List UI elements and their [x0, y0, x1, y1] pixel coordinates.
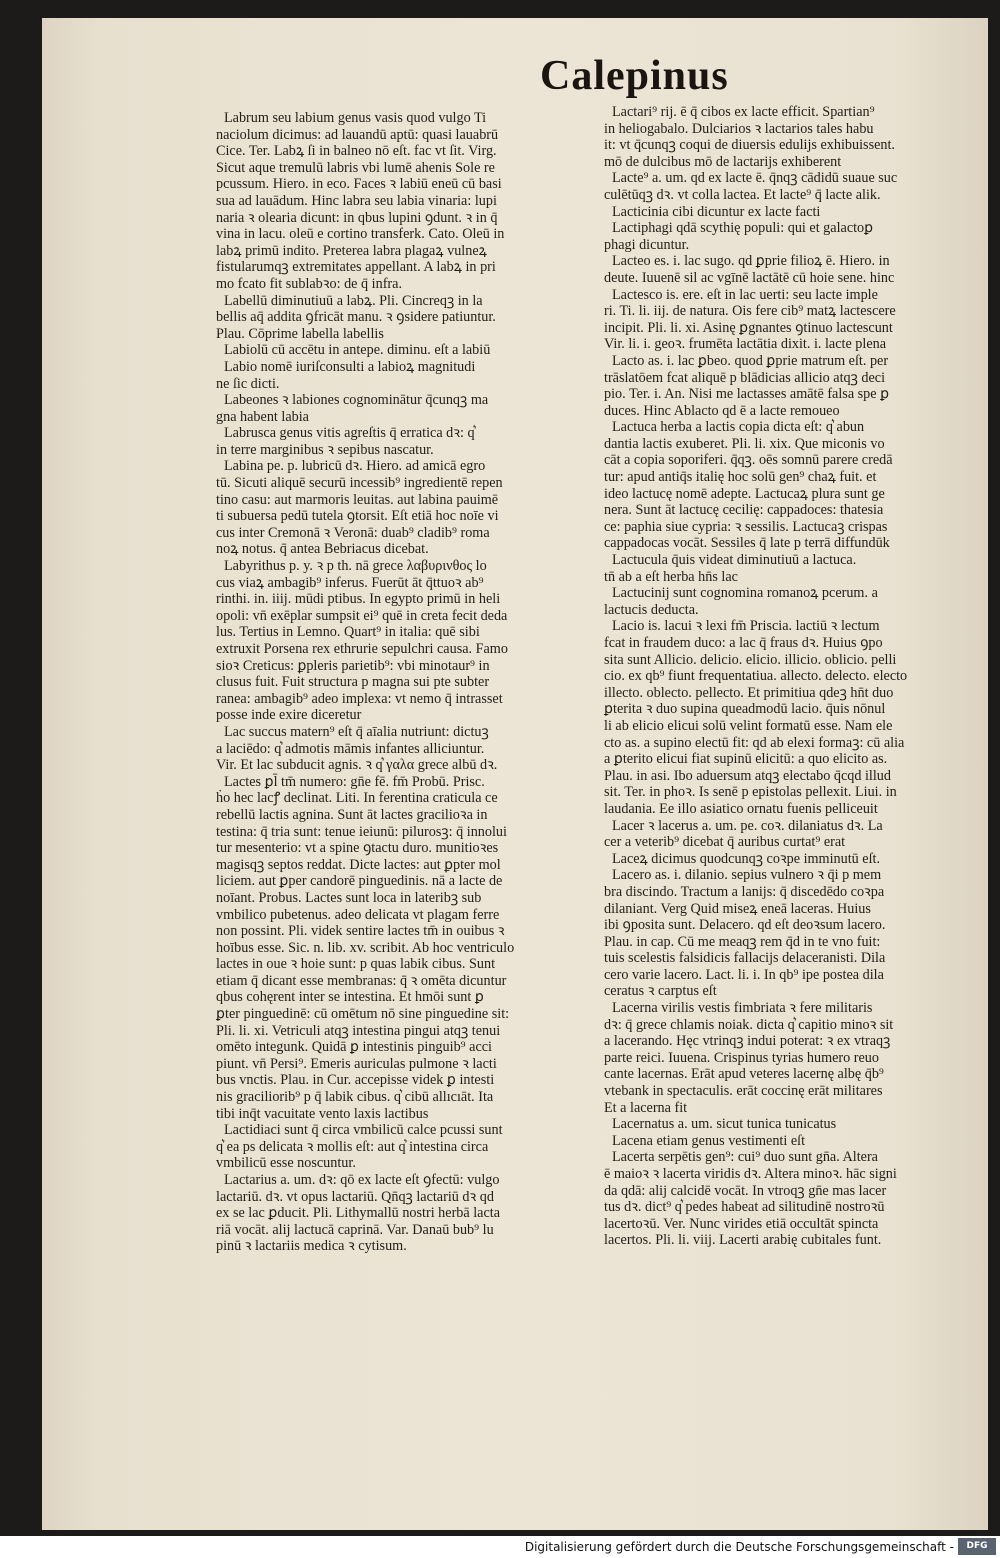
dictionary-entry: Labiolū cū accētu in antepe. diminu. eſt a labiū [224, 342, 491, 359]
dictionary-entry: Lactucinij sunt cognomina romanoꝝ pcerum. a lactucis deducta. [604, 585, 878, 618]
dictionary-entry: Laceꝝ dicimus quodcunqꝫ coꝛpe imminutū eſt. [612, 850, 881, 867]
dictionary-entry: Lac succus matern⁹ eſt q̄ aīalia nutriunt: dictuꝫ a laciēdo: q͛ admotis māmis infantes alliciuntur. Vir. Et lac subducit agnis. ꝛ q͛ γαλα grece albū dꝛ. [216, 723, 498, 774]
funding-credit: Digitalisierung gefördert durch die Deutsche Forschungsgemeinschaft - [524, 1540, 954, 1554]
dictionary-entry: Lactes ꝑl̄ tm̄ numero: gn̄e fē. fm̄ Probū. Prisc. ḣo hec lacꝭ declinat. Liti. In ferentina craticula ce rebellū lactis agnina. Sunt āt lactes gracilioꝛa in testina: q̄ tria sunt: tenue ieiunū: pilurosꝫ: q̄ innolui tur mesenterio: vt a spine ꝯtactu duro. munitioꝛes magisqꝫ septos reddat. Dicte lactes: aut ꝑpter mol liciem. aut ꝑper candorē pinguedinis. nā a lacte de noīant. Probus. Lactes sunt loca in lateribꝫ sub vmbilico pubetenus. adeo delicata vt plagam ferre non possint. Pli. videk sentire lactes tm̄ in ouibus ꝛ hoībus esse. Sic. n. lib. xv. scribit. Ab hoc ventriculo lactes in oue ꝛ hoie sunt: p quas labik cibus. Sunt etiam q̄ dicant esse membranas: q̄ ꝛ omēta dicuntur qbus cohęrent inter se intestina. Et hmōi sunt ꝑ ꝑter pinguedinē: cū omētum nō sine pinguedine sit: Pli. li. xi. Vetriculi atqꝫ intestina pingui atqꝫ tenui omēto integunk. Quidā ꝑ intestinis pinguib⁹ acci piunt. vn̄ Persi⁹. Emeris auriculas pulmone ꝛ lacti bus vnctis. Plau. in Cur. accepisse videk ꝑ intesti nis graciliorib⁹ p q̄ labik cibus. q͛ cibū allıcıāt. Ita tibi inq̄t vacuitate vento laxis lactibus [216, 773, 515, 1122]
dictionary-entry: Labyrithus p. y. ꝛ p th. nā grece λαβυρινθος lo cus viaꝝ ambagib⁹ inferus. Fuerūt āt q̄ttuoꝛ ab⁹ rinthi. in. iiij. mūdi ptibus. In egypto primū in heli opoli: vn̄ exēplar sumpsit ei⁹ quē in creta fecit deda lus. Tertius in Lemno. Quart⁹ in italia: quē sibi extruxit Porsena rex ethrurie sepulchri causa. Famo sioꝛ Creticus: ꝑpleris parietib⁹: vbi minotaur⁹ in clusus fuit. Fuit structura p magna sui pte subter ranea: ambagib⁹ adeo implexa: vt nemo q̄ intrasset posse inde exire diceretur [216, 558, 508, 724]
dictionary-entry: Lactesco is. ere. eſt in lac uerti: seu lacte imple ri. Ti. li. iij. de natura. Ois fere cib⁹ matꝝ lactescere incipit. Pli. li. xi. Asinę ꝑgnantes ꝯtinuo lactescunt Vir. li. i. geoꝛ. frumēta lactātia dixit. i. lacte plena [604, 286, 896, 353]
dictionary-entry: Lactarius a. um. dꝛ: qō ex lacte eſt ꝯfectū: vulgo lactariū. dꝛ. vt opus lactariū. Qn̄qꝫ lactariū dꝛ qd ex se lac ꝑducit. Pli. Lithymallū nostri herbā lacta riā vocāt. alij lactucā caprinā. Var. Danaū bub⁹ lu pinū ꝛ lactariis medica ꝛ cytisum. [216, 1172, 501, 1255]
dictionary-entry: Lactuca herba a lactis copia dicta eſt: q͛ abun dantia lactis exuberet. Pli. li. xix. Que miconis vo cāt a copia soporiferi. q̄qꝫ. oēs somnū parere credā tur: apud antiq̄s italię hoc solū gen⁹ chaꝝ fuit. et ideo lactucę nomē adepte. Lactucaꝝ plura sunt ge nera. Sunt āt lactucę cecilię: cappadoces: thatesia ce: paphia siue cypria: ꝛ sessilis. Lactucaꝫ crispas cappadocas vocāt. Sessiles q̄ late p terrā diffundūk [604, 419, 893, 552]
dictionary-entry: Lactidiaci sunt q̄ circa vmbilicū calce pcussi sunt q͛ ea ps delicata ꝛ mollis eſt: aut q͛ intestina circa vmbilicū esse noscuntur. [216, 1122, 503, 1172]
dictionary-entry: Lacero as. i. dilanio. sepius vulnero ꝛ q̄i p mem bra discindo. Tractum a lanijs: q̄ discedēdo coꝛpa dilaniant. Verg Quid miseꝝ eneā laceras. Huius ibi ꝯposita sunt. Delacero. qd eſt deoꝛsum lacero. Plau. in cap. Cū me meaqꝫ rem q̄d in te vno fuit: tuis scelestis falsidicis fallacijs delaceranisti. Dila cero varie lacero. Lact. li. i. In qb⁹ ipe postea dila ceratus ꝛ carptus eſt [604, 867, 886, 1000]
dictionary-entry: Labrum seu labium genus vasis quod vulgo Ti naciolum dicimus: ad lauandū aptū: quasi lauabrū Cice. Ter. Labꝝ ſi in balneo nō eſt. fac vt ſit. Virg. Sicut aque tremulū labris vbi lumē ahenis Sole re pcussum. Hiero. in eco. Faces ꝛ labiū eneū cū basi sua ad lauādum. Hinc labra seu labia vinaria: lupi naria ꝛ olearia dicunt: in qbus lupini ꝯdunt. ꝛ in q̄ vina in lacu. oleū e cortino transferk. Cato. Oleū in labꝝ primū indito. Preterea labra plagaꝝ vulneꝝ fistularumqꝫ extremitates appellant. A labꝝ in pri mo fcato fit sublabꝛo: de q̄ infra. [216, 110, 505, 292]
dictionary-entry: Lacteo es. i. lac sugo. qd ꝑprie filioꝝ ē. Hiero. in deute. Iuuenē sil ac vgīnē lactātē cū hoie sene. hinc [604, 253, 895, 286]
dictionary-entry: Lacticinia cibi dicuntur ex lacte facti [612, 203, 821, 220]
dictionary-entry: Lacte⁹ a. um. qd ex lacte ē. q̄nqꝫ cādidū suaue suc culētūqꝫ dꝛ. vt colla lactea. Et lacte⁹ q̄ lacte alik. [604, 170, 898, 203]
dictionary-entry: Lacto as. i. lac ꝑbeo. quod ꝑprie matrum eſt. per trāslatōem fcat aliquē p blādicias allicio atqꝫ deci pio. Ter. i. An. Nisi me lactasses amātē falsa spe ꝑ duces. Hinc Ablacto qd ē a lacte remoueo [604, 352, 890, 419]
footer-bar [0, 1536, 1000, 1558]
dictionary-entry: Labio nomē iuriſconsulti a labioꝝ magnitudi ne ſic dicti. [216, 358, 476, 392]
dictionary-entry: Lacio is. lacui ꝛ lexi fm̄ Priscia. lactiū ꝛ lectum fcat in fraudem duco: a lac q̄ fraus dꝛ. Huius ꝯpo sita sunt Allicio. delicio. elicio. illicio. oblicio. pelli cio. ex qb⁹ fiunt frequentatiua. allecto. delecto. electo illecto. oblecto. pellecto. Et primitiua qdeꝫ hn̄t duo ꝑterita ꝛ duo supina queadmodū lacio. q̄uis nōnul li ab elicio elicui solū velint formatū esse. Nam ele cto as. a supino electū fit: qd ab elexi formaꝫ: cū alia a ꝑterito elicui fiat supinū elicitū: a quo elicito as. Plau. in asi. Ibo aduersum atqꝫ electabo q̄cqd illud sit. Ter. in phoꝛ. Is senē p epistolas pellexit. Liui. in laudania. Ee illo asiatico ornatu fuenis pelliceuit [604, 618, 908, 817]
dictionary-entry: Labeones ꝛ labiones cognominātur q̄cunqꝫ ma gna habent labia [216, 392, 489, 425]
text-column-left [216, 110, 608, 1255]
dictionary-entry: Lactiphagi qdā scythię populi: qui et galactoꝑ phagi dicuntur. [604, 220, 874, 253]
dictionary-entry: Labrusca genus vitis agreſtis q̄ erratica dꝛ: q͛ in terre marginibus ꝛ sepibus nascatur. [216, 425, 475, 458]
dictionary-entry: Lacernatus a. um. sicut tunica tunicatus [612, 1116, 837, 1133]
dictionary-entry: Lactucula q̄uis videat diminutiuū a lactuca. tn̄ ab a eſt herba hn̄s lac [604, 552, 857, 585]
dictionary-entry: Lacer ꝛ lacerus a. um. pe. coꝛ. dilaniatus dꝛ. La cer a veterib⁹ dicebat q̄ auribus curtat⁹ erat [604, 817, 883, 851]
dfg-logo: DFG [958, 1538, 996, 1555]
dictionary-entry: Lacerta serpētis gen⁹: cui⁹ duo sunt gn̄a. Altera ē maioꝛ ꝛ lacerta viridis dꝛ. Altera minoꝛ. hāc signi da qdā: alij calcidē vocāt. In vtroqꝫ gn̄e mas lacer tus dꝛ. dict⁹ q͛ pedes habeat ad silitudinē nostroꝛū lacertoꝛū. Ver. Nunc virides etiā occultāt spincta lacertos. Pli. li. viij. Lacerti arabię cubitales funt. [604, 1149, 897, 1249]
dictionary-entry: Lactari⁹ rij. ē q̄ cibos ex lacte efficit. Spartian⁹ in heliogabalo. Dulciarios ꝛ lactarios tales habu it: vt q̄cunqꝫ coqui de diuersis edulijs exhibuissent. mō de dulcibus mō de lactarijs exhiberent [604, 104, 895, 170]
dictionary-entry: Lacena etiam genus vestimenti eſt [612, 1132, 806, 1149]
running-head: Calepinus [540, 53, 729, 99]
dictionary-entry: Labellū diminutiuū a labꝝ. Pli. Cincreqꝫ in la bellis aq̄ addita ꝯfricāt manu. ꝛ ꝯsidere patiuntur. Plau. Cōprime labella labellis [216, 292, 496, 342]
dictionary-entry: Lacerna virilis vestis fimbriata ꝛ fere militaris dꝛ: q̄ grece chlamis noiak. dicta q͛ capitio minoꝛ sit a lacerando. Hęc vtrinqꝫ indui poterat: ꝛ ex vtraqꝫ parte reici. Iuuena. Crispinus tyrias humero reuo cante lacernas. Erāt apud veteres lacernę albę q̄b⁹ vtebank in spectaculis. erāt coccinę erāt militares Et a lacerna fit [604, 1000, 894, 1116]
dictionary-entry: Labina pe. p. lubricū dꝛ. Hiero. ad amicā egro tū. Sicuti aliquē securū incessib⁹ ingredientē repen tino casu: aut marmoris leuitas. aut labina pauimē ti subuersa pedū tutela ꝯtorsit. Eſt etiā hoc noīe vi cus inter Cremonā ꝛ Veronā: duab⁹ cladib⁹ roma noꝝ notus. q̄ antea Bebriacus dicebat. [216, 458, 503, 558]
text-column-right [604, 104, 982, 1249]
